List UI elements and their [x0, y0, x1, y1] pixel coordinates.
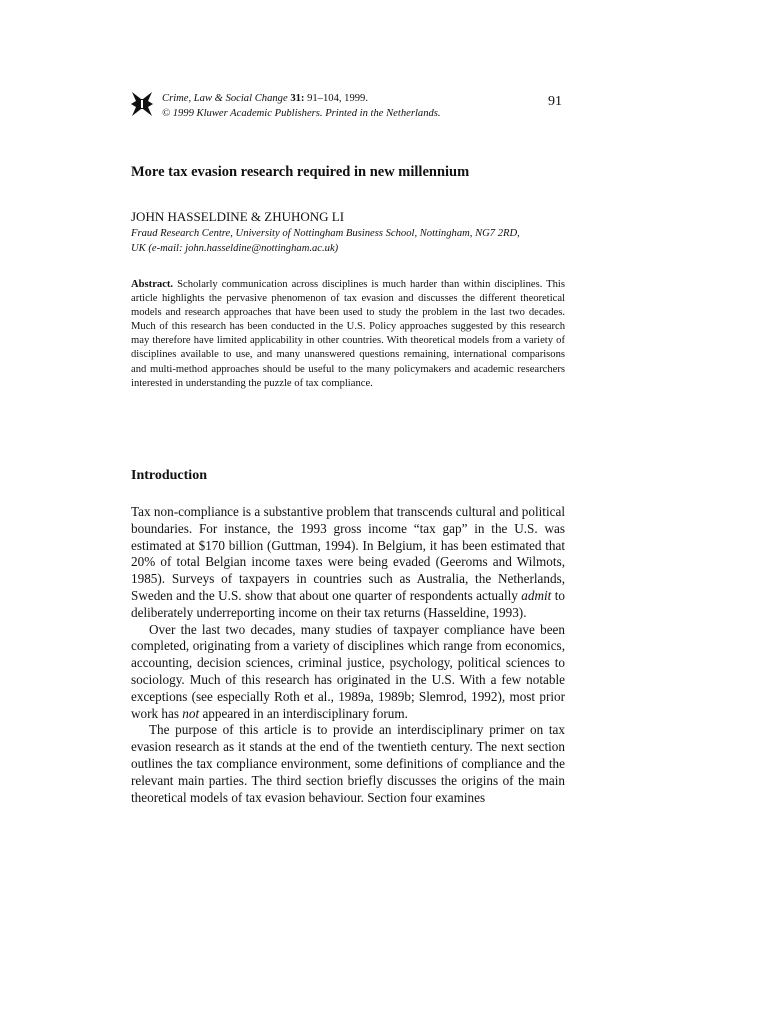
- page-number: 91: [548, 94, 562, 109]
- abstract-text: Scholarly communication across disciplines is much harder than within disciplines. This article highlights the pervasive phenomenon of tax evasion and discusses the different theoretical models and research approaches that have been used to study the problem in the last two decades. Much of this research has been conducted in the U.S. Policy approaches suggested by this research may therefore have limited applicability in other countries. With theoretical models from a variety of disciplines available to use, and many unanswered questions remaining, international comparisons and multi-method approaches should be useful to the many policymakers and academic researchers interested in understanding the puzzle of tax compliance.: [131, 279, 565, 389]
- journal-pages: 91–104, 1999.: [304, 93, 368, 104]
- paragraph-text: Over the last two decades, many studies of taxpayer compliance have been completed, originating from a variety of disciplines which range from economics, accounting, decision sciences, criminal justice, psychology, political sciences to sociology. Much of this research has originated in the U.S. With a few notable exceptions (see especially Roth et al., 1989a, 1989b; Slemrod, 1992), most prior work has: [131, 621, 565, 721]
- paragraph: [131, 622, 565, 723]
- journal-name: Crime, Law & Social Change: [162, 93, 288, 104]
- affiliation-line-2: UK (e-mail: john.hasseldine@nottingham.ac.uk): [131, 243, 339, 254]
- abstract-label: Abstract.: [131, 279, 174, 290]
- publisher-logo-icon: [130, 90, 154, 118]
- paragraph: [131, 504, 565, 622]
- journal-citation: [162, 91, 441, 121]
- affiliation-line-1: Fraud Research Centre, University of Nottingham Business School, Nottingham, NG7 2RD,: [131, 228, 520, 239]
- author-affiliation: [131, 226, 520, 256]
- body-text: [131, 504, 565, 806]
- journal-volume: 31:: [290, 93, 305, 104]
- article-authors: JOHN HASSELDINE & ZHUHONG LI: [131, 209, 345, 224]
- emphasis-text: admit: [521, 587, 552, 603]
- paragraph-text: to deliberately underreporting income on their tax returns (Hasseldine, 1993).: [131, 587, 565, 620]
- copyright-line: © 1999 Kluwer Academic Publishers. Printed in the Netherlands.: [162, 108, 441, 119]
- emphasis-text: not: [182, 705, 200, 721]
- paragraph: The purpose of this article is to provide an interdisciplinary primer on tax evasion research as it stands at the end of the twentieth century. The next section outlines the tax compliance environment, some definitions of compliance and the relevant main parties. The third section briefly discusses the origins of the main theoretical models of tax evasion behaviour. Section four examines: [131, 722, 565, 805]
- abstract: [131, 278, 565, 391]
- section-heading-introduction: Introduction: [131, 468, 207, 483]
- paragraph-text: appeared in an interdisciplinary forum.: [199, 705, 408, 721]
- journal-line-1: [162, 91, 441, 106]
- paragraph-text: Tax non-compliance is a substantive problem that transcends cultural and political boundaries. For instance, the 1993 gross income “tax gap” in the U.S. was estimated at $170 billion (Guttman, 1994). In Belgium, it has been estimated that 20% of total Belgian income taxes were being evaded (Geeroms and Wilmots, 1985). Surveys of taxpayers in countries such as Australia, the Netherlands, Sweden and the U.S. show that about one quarter of respondents actually: [131, 504, 565, 603]
- article-title: More tax evasion research required in new millennium: [131, 164, 470, 180]
